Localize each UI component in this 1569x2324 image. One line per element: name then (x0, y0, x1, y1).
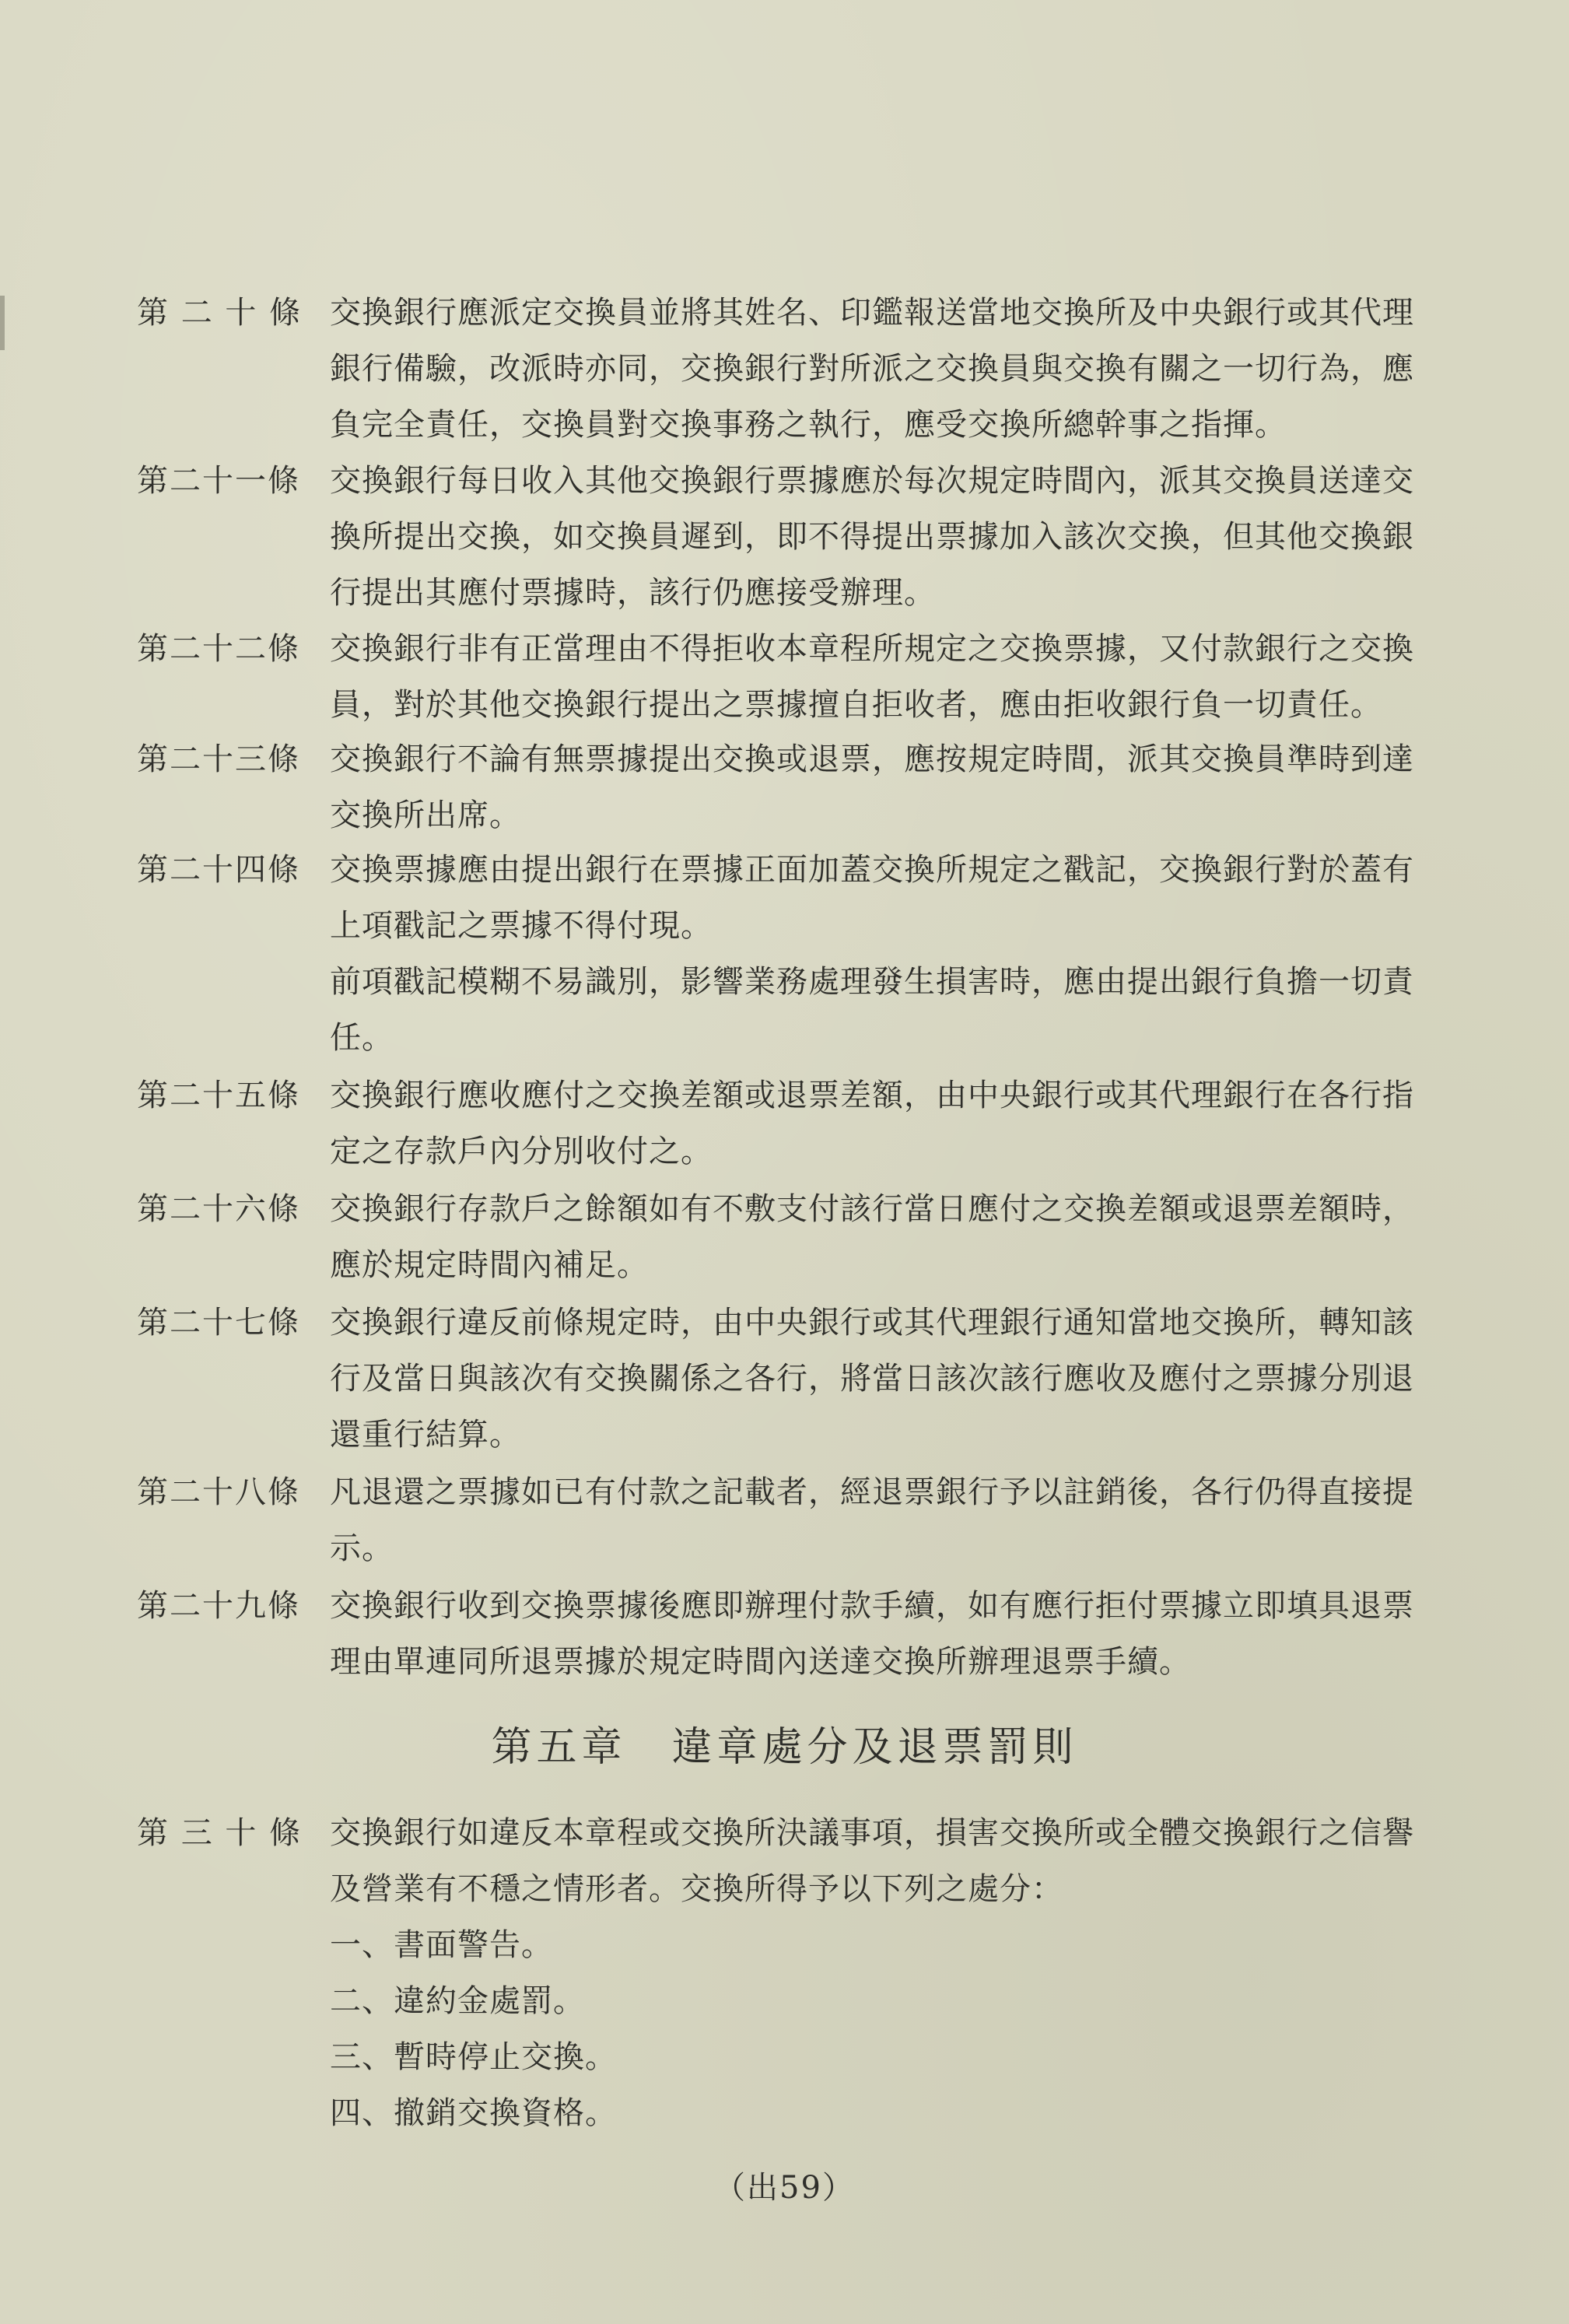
article-line: 員，對於其他交換銀行提出之票據擅自拒收者，應由拒收銀行負一切責任。 (330, 687, 1382, 723)
article-label: 第二十一條 (137, 463, 300, 499)
article-label: 第二十八條 (137, 1474, 300, 1510)
article-label: 第二十四條 (137, 852, 300, 888)
article-line: 銀行備驗，改派時亦同，交換銀行對所派之交換員與交換有關之一切行為，應 (330, 351, 1414, 387)
article-label: 第二十二條 (137, 631, 300, 667)
article-line: 行及當日與該次有交換關係之各行，將當日該次該行應收及應付之票據分別退 (330, 1361, 1414, 1397)
article-label: 第二十七條 (137, 1305, 300, 1341)
chapter-title: 第五章 違章處分及退票罰則 (491, 1724, 1078, 1771)
penalty-item: 二、違約金處罰。 (330, 1983, 585, 2019)
article-line: 交換銀行存款戶之餘額如有不敷支付該行當日應付之交換差額或退票差額時， (330, 1191, 1414, 1227)
article-line: 應於規定時間內補足。 (330, 1247, 649, 1283)
article-line: 定之存款戶內分別收付之。 (330, 1134, 713, 1169)
article-label: 第二十三條 (137, 741, 300, 777)
article-line: 及營業有不穩之情形者。交換所得予以下列之處分： (330, 1871, 1063, 1907)
article-label: 第 二 十 條 (137, 295, 303, 331)
article-label: 第二十九條 (137, 1588, 300, 1624)
article-line: 前項戳記模糊不易識別，影響業務處理發生損害時，應由提出銀行負擔一切責 (330, 964, 1414, 1000)
page-edge-mark (0, 296, 5, 350)
article-label: 第 三 十 條 (137, 1815, 303, 1851)
article-line: 交換銀行違反前條規定時，由中央銀行或其代理銀行通知當地交換所，轉知該 (330, 1305, 1414, 1341)
article-label: 第二十五條 (137, 1078, 300, 1113)
article-line: 還重行結算。 (330, 1417, 521, 1453)
article-line: 交換銀行如違反本章程或交換所決議事項，損害交換所或全體交換銀行之信譽 (330, 1815, 1414, 1851)
article-line: 交換銀行每日收入其他交換銀行票據應於每次規定時間內，派其交換員送達交 (330, 463, 1414, 499)
article-line: 凡退還之票據如已有付款之記載者，經退票銀行予以註銷後，各行仍得直接提 (330, 1474, 1414, 1510)
article-line: 理由單連同所退票據於規定時間內送達交換所辦理退票手續。 (330, 1644, 1191, 1680)
article-line: 交換銀行非有正當理由不得拒收本章程所規定之交換票據，又付款銀行之交換 (330, 631, 1414, 667)
article-line: 交換銀行收到交換票據後應即辦理付款手續，如有應行拒付票據立即填具退票 (330, 1588, 1414, 1624)
penalty-item: 四、撤銷交換資格。 (330, 2095, 617, 2131)
page-number: （出59） (714, 2170, 855, 2206)
article-line: 任。 (330, 1020, 394, 1056)
article-line: 行提出其應付票據時，該行仍應接受辦理。 (330, 575, 936, 611)
article-line: 上項戳記之票據不得付現。 (330, 908, 713, 944)
article-line: 交換銀行應派定交換員並將其姓名、印鑑報送當地交換所及中央銀行或其代理 (330, 295, 1414, 331)
penalty-item: 一、書面警告。 (330, 1927, 553, 1963)
article-line: 交換銀行應收應付之交換差額或退票差額，由中央銀行或其代理銀行在各行指 (330, 1078, 1414, 1113)
article-line: 交換所出席。 (330, 797, 521, 833)
article-label: 第二十六條 (137, 1191, 300, 1227)
penalty-item: 三、暫時停止交換。 (330, 2039, 617, 2075)
article-line: 換所提出交換，如交換員遲到，即不得提出票據加入該次交換，但其他交換銀 (330, 519, 1414, 555)
article-line: 交換票據應由提出銀行在票據正面加蓋交換所規定之戳記，交換銀行對於蓋有 (330, 852, 1414, 888)
article-line: 負完全責任，交換員對交換事務之執行，應受交換所總幹事之指揮。 (330, 407, 1287, 443)
article-line: 交換銀行不論有無票據提出交換或退票，應按規定時間，派其交換員準時到達 (330, 741, 1414, 777)
article-line: 示。 (330, 1530, 394, 1566)
